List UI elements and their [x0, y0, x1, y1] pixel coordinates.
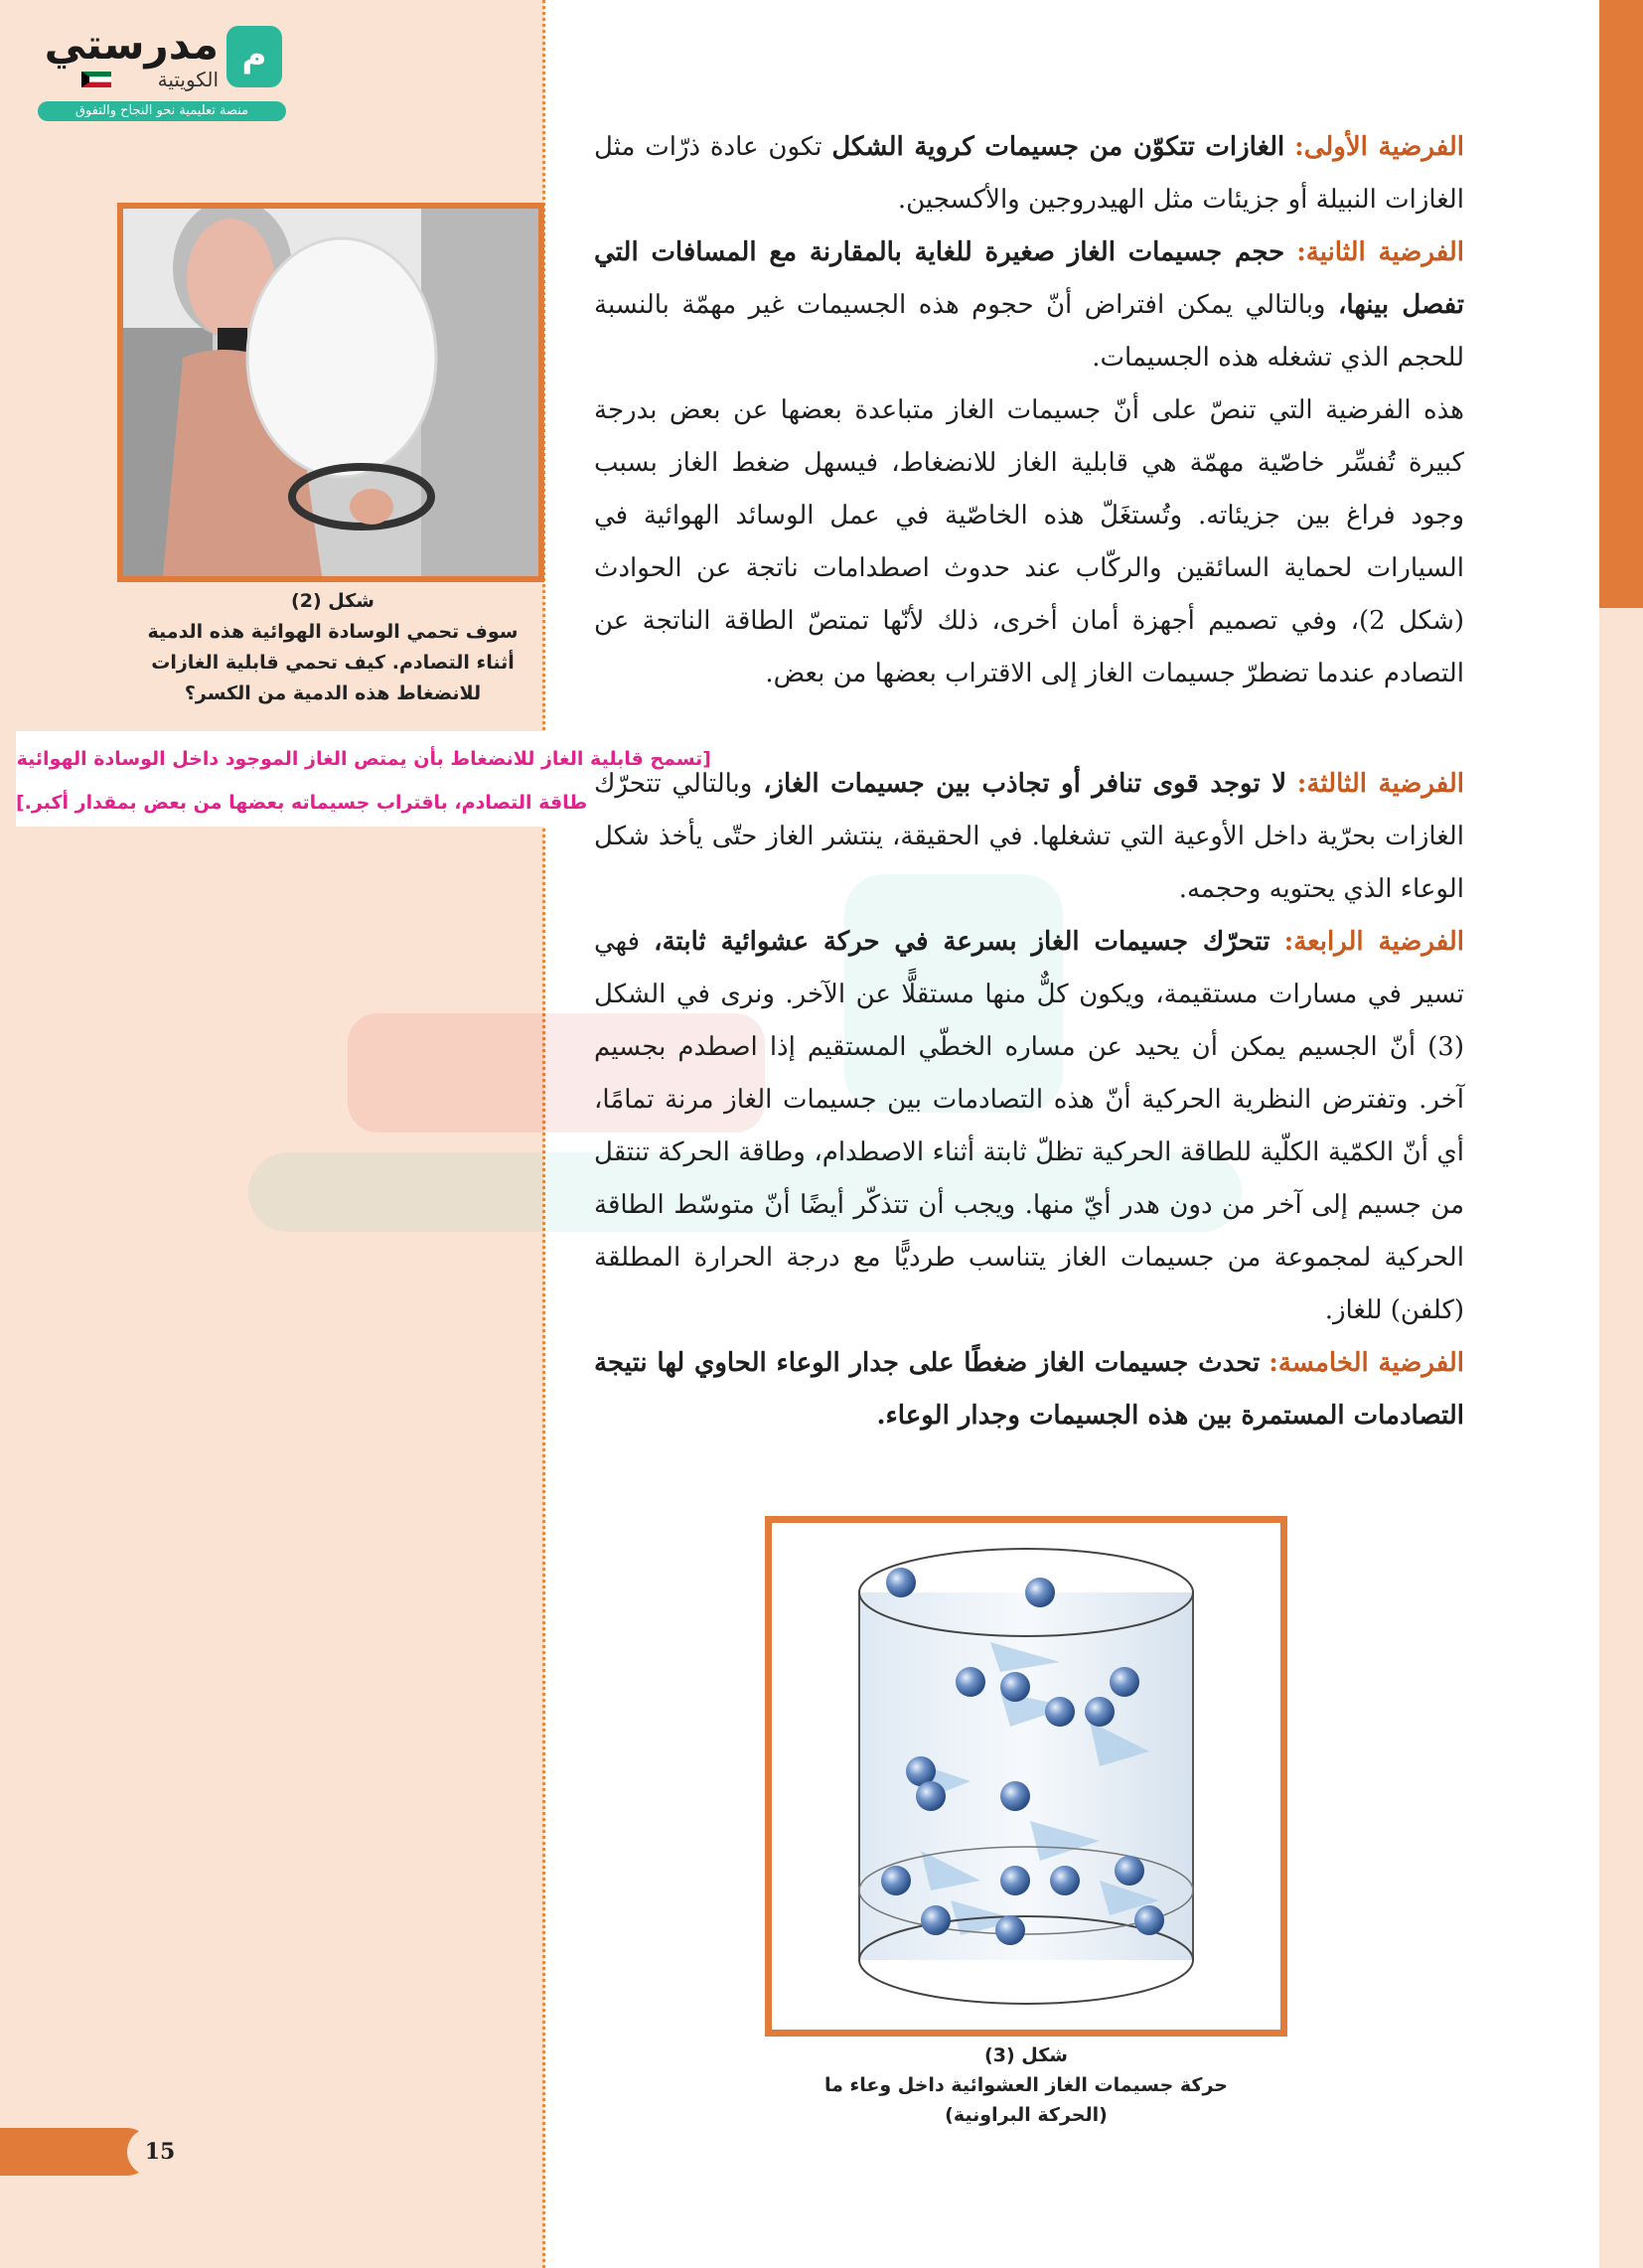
hypothesis-1-text: تكون عادة ذرّات مثل الغازات النبيلة أو جزيئات مثل الهيدروجين والأكسجين. — [594, 132, 1464, 215]
hypothesis-3-label: الفرضية الثالثة: — [1296, 769, 1465, 799]
hypothesis-2 — [594, 227, 1464, 384]
brand-logo[interactable] — [30, 20, 290, 121]
crash-test-dummy-airbag-icon — [123, 209, 538, 576]
kuwait-flag-icon — [81, 72, 111, 87]
hypothesis-3-text: وبالتالي تتحرّك الغازات بحرّية داخل الأوعية التي تشغلها. في الحقيقة، ينتشر الغاز حتّى يأخذ شكل الوعاء الذي يحتويه وحجمه. — [594, 769, 1464, 904]
hypothesis-2-text: وبالتالي يمكن افتراض أنّ حجوم هذه الجسيمات غير مهمّة بالنسبة للحجم الذي تشغله هذه الجسيمات. — [594, 290, 1464, 373]
hypothesis-2-label: الفرضية الثانية: — [1296, 237, 1465, 267]
figure2-photo — [117, 203, 544, 582]
page-number: 15 — [127, 2128, 193, 2176]
logo-subtitle: الكويتية — [157, 68, 219, 91]
right-edge-accent — [1599, 0, 1643, 608]
figure2-title: شكل (2) — [291, 590, 374, 612]
hypothesis-3 — [594, 758, 1464, 916]
hypothesis-4-text: فهي تسير في مسارات مستقيمة، ويكون كلٌّ منها مستقلًّا عن الآخر. ونرى في الشكل (3) أنّ الجسيم يمكن أن يحيد عن مساره الخطّي المستقيم إذا اصطدم بجسيم آخر. وتفترض النظرية الحركية أنّ هذه التصادمات بين جسيمات الغاز مرنة تمامًا، أي أنّ الكمّية الكلّية للطاقة الحركية تظلّ ثابتة أثناء الاصطدام، وطاقة الحركة تنتقل من جسيم إلى آخر من دون هدر أيّ منها. ويجب أن تتذكّر أيضًا أنّ متوسّط الطاقة الحركية لمجموعة من جسيمات الغاز يتناسب طرديًّا مع درجة الحرارة المطلقة (كلفن) للغاز. — [594, 927, 1464, 1325]
logo-tagline: منصة تعليمية نحو النجاح والتفوق — [38, 101, 286, 121]
hypothesis-1 — [594, 121, 1464, 227]
hypothesis-4-statement: تتحرّك جسيمات الغاز بسرعة في حركة عشوائية ثابتة، — [654, 927, 1270, 957]
hypothesis-1-label: الفرضية الأولى: — [1294, 132, 1465, 162]
hypothesis-5-label: الفرضية الخامسة: — [1269, 1348, 1465, 1378]
hypothesis-5-statement: تحدث جسيمات الغاز ضغطًا على جدار الوعاء الحاوي لها نتيجة التصادمات المستمرة بين هذه الجسيمات وجدار الوعاء. — [594, 1348, 1464, 1431]
hypothesis-5 — [594, 1337, 1464, 1442]
figure3-illustration — [765, 1516, 1287, 2037]
main-content — [594, 121, 1464, 1442]
answer-line-1: [تسمح قابلية الغاز للانضغاط بأن يمتص الغاز الموجود داخل الوسادة الهوائية — [16, 748, 711, 770]
logo-icon: م — [226, 26, 282, 87]
hypothesis-1-statement: الغازات تتكوّن من جسيمات كروية الشكل — [831, 132, 1285, 162]
answer-line-2: طاقة التصادم، باقتراب جسيماته بعضها من بعض بمقدار أكبر.] — [16, 792, 588, 814]
figure2-caption — [129, 586, 536, 709]
hypothesis-2-statement: حجم جسيمات الغاز صغيرة للغاية بالمقارنة مع المسافات التي تفصل بينها، — [594, 237, 1465, 320]
figure2-caption-text: سوف تحمي الوسادة الهوائية هذه الدمية أثناء التصادم. كيف تحمي قابلية الغازات للانضغاط هذه الدمية من الكسر؟ — [147, 621, 519, 704]
logo-name: مدرستي — [44, 20, 219, 69]
figure3-caption — [765, 2041, 1287, 2130]
hypothesis-4 — [594, 916, 1464, 1337]
figure3-caption-line-2: (الحركة البراونية) — [945, 2104, 1108, 2126]
figure3-title: شكل (3) — [984, 2044, 1068, 2066]
gas-container-icon — [772, 1523, 1280, 2030]
hypothesis-3-statement: لا توجد قوى تنافر أو تجاذب بين جسيمات الغاز، — [763, 769, 1287, 799]
hypothesis-4-label: الفرضية الرابعة: — [1283, 927, 1465, 957]
compressibility-paragraph: هذه الفرضية التي تنصّ على أنّ جسيمات الغاز متباعدة بعضها عن بعض بدرجة كبيرة تُفسِّر خاصّية مهمّة هي قابلية الغاز للانضغاط، فيسهل ضغط الغاز بسبب وجود فراغ بين جزيئاته. وتُستغَلّ هذه الخاصّية في عمل الوسائد الهوائية في السيارات لحماية السائقين والركّاب عند حدوث اصطدامات ناتجة عن الحوادث (شكل 2)، وفي تصميم أجهزة أمان أخرى، ذلك لأنّها تمتصّ الطاقة الناتجة عن التصادم عندما تضطرّ جسيمات الغاز إلى الاقتراب بعضها من بعض. — [594, 395, 1465, 688]
figure3-caption-line-1: حركة جسيمات الغاز العشوائية داخل وعاء ما — [824, 2074, 1228, 2096]
